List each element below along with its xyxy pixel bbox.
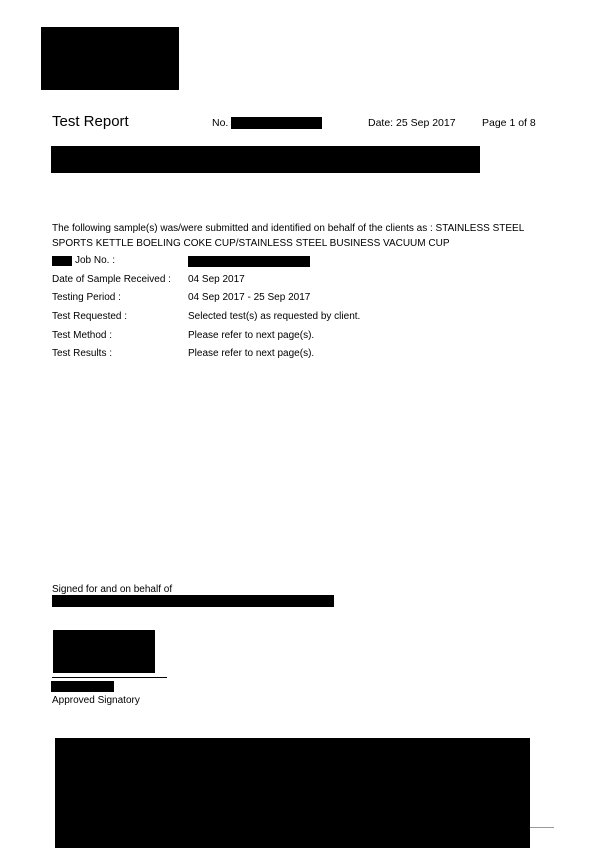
page-number: Page 1 of 8 [482, 117, 536, 129]
job-no-redaction [188, 256, 310, 267]
intro-line-1: The following sample(s) was/were submitted and identified on behalf of the clients as : STAINLESS STEEL [52, 223, 525, 234]
report-number-label: No. [212, 117, 229, 129]
approved-signatory-label: Approved Signatory [52, 695, 140, 706]
field-label: Testing Period : [52, 292, 121, 303]
signature-line [52, 677, 167, 678]
field-label: Job No. : [75, 255, 116, 266]
report-date: Date: 25 Sep 2017 [368, 117, 456, 129]
field-label: Date of Sample Received : [52, 274, 171, 285]
field-label: Test Results : [52, 348, 113, 359]
field-value: 04 Sep 2017 [188, 274, 245, 285]
field-value: Please refer to next page(s). [188, 330, 315, 341]
field-value: 04 Sep 2017 - 25 Sep 2017 [188, 292, 311, 303]
field-value: Selected test(s) as requested by client. [188, 311, 361, 322]
company-name-redaction [52, 595, 334, 607]
field-label: Test Method : [52, 330, 113, 341]
signature-redaction [53, 630, 155, 673]
signed-for-text: Signed for and on behalf of [52, 584, 173, 595]
footer-redaction [55, 738, 530, 848]
report-number-redaction [231, 117, 322, 129]
footer-accent-line [530, 827, 554, 828]
field-value: Please refer to next page(s). [188, 348, 315, 359]
signatory-name-redaction [51, 681, 114, 692]
address-redaction [51, 146, 480, 173]
logo-redaction [41, 27, 179, 90]
intro-line-2: SPORTS KETTLE BOELING COKE CUP/STAINLESS STEEL BUSINESS VACUUM CUP [52, 238, 450, 249]
intro-paragraph [52, 221, 552, 251]
field-label: Test Requested : [52, 311, 128, 322]
job-prefix-redaction [52, 256, 72, 266]
page-title: Test Report [52, 113, 129, 130]
